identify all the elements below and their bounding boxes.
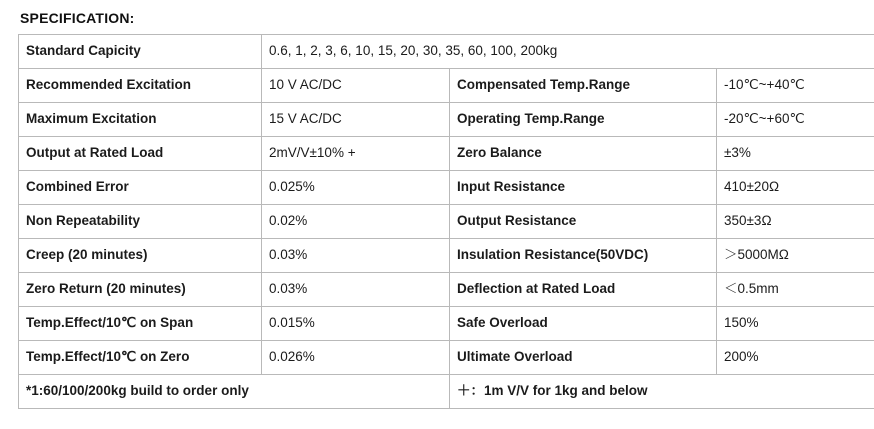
footer-note-left: *1:60/100/200kg build to order only bbox=[19, 375, 450, 409]
row-value-right: 200% bbox=[717, 341, 874, 375]
row-label-right: Output Resistance bbox=[450, 205, 717, 239]
table-row bbox=[19, 137, 874, 171]
row-label-left: Non Repeatability bbox=[19, 205, 262, 239]
row-label-left: Temp.Effect/10℃ on Span bbox=[19, 307, 262, 341]
row-label-left: Recommended Excitation bbox=[19, 69, 262, 103]
row-value-left: 0.015% bbox=[262, 307, 450, 341]
row-value-right: ＞5000MΩ bbox=[717, 239, 874, 273]
table-row bbox=[19, 69, 874, 103]
row-value-left: 10 V AC/DC bbox=[262, 69, 450, 103]
row-label-right: Operating Temp.Range bbox=[450, 103, 717, 137]
capacity-label: Standard Capicity bbox=[19, 35, 262, 69]
row-label-right: Input Resistance bbox=[450, 171, 717, 205]
footer-note-right: ＋：1m V/V for 1kg and below bbox=[450, 375, 874, 409]
row-label-left: Output at Rated Load bbox=[19, 137, 262, 171]
page-title: SPECIFICATION: bbox=[20, 10, 135, 26]
row-label-right: Deflection at Rated Load bbox=[450, 273, 717, 307]
row-value-right: 150% bbox=[717, 307, 874, 341]
row-value-right: 350±3Ω bbox=[717, 205, 874, 239]
row-value-left: 0.03% bbox=[262, 239, 450, 273]
specification-table bbox=[18, 34, 874, 409]
row-label-right: Ultimate Overload bbox=[450, 341, 717, 375]
row-value-right: ±3% bbox=[717, 137, 874, 171]
spec-table-wrapper bbox=[18, 34, 874, 409]
row-value-left: 0.026% bbox=[262, 341, 450, 375]
row-value-right: -10℃~+40℃ bbox=[717, 69, 874, 103]
row-label-left: Creep (20 minutes) bbox=[19, 239, 262, 273]
row-value-right: 410±20Ω bbox=[717, 171, 874, 205]
table-row bbox=[19, 239, 874, 273]
row-label-right: Compensated Temp.Range bbox=[450, 69, 717, 103]
row-value-left: 0.02% bbox=[262, 205, 450, 239]
row-value-right: ＜0.5mm bbox=[717, 273, 874, 307]
table-row bbox=[19, 341, 874, 375]
table-footer-row bbox=[19, 375, 874, 409]
row-value-left: 2mV/V±10% + bbox=[262, 137, 450, 171]
capacity-value: 0.6, 1, 2, 3, 6, 10, 15, 20, 30, 35, 60, 100, 200kg bbox=[262, 35, 874, 69]
table-row bbox=[19, 307, 874, 341]
row-value-left: 0.03% bbox=[262, 273, 450, 307]
table-row bbox=[19, 103, 874, 137]
row-label-left: Zero Return (20 minutes) bbox=[19, 273, 262, 307]
table-row bbox=[19, 171, 874, 205]
row-label-left: Combined Error bbox=[19, 171, 262, 205]
row-label-left: Temp.Effect/10℃ on Zero bbox=[19, 341, 262, 375]
table-row bbox=[19, 205, 874, 239]
row-label-left: Maximum Excitation bbox=[19, 103, 262, 137]
row-label-right: Zero Balance bbox=[450, 137, 717, 171]
row-value-left: 15 V AC/DC bbox=[262, 103, 450, 137]
row-label-right: Safe Overload bbox=[450, 307, 717, 341]
row-value-right: -20℃~+60℃ bbox=[717, 103, 874, 137]
table-row bbox=[19, 273, 874, 307]
table-row bbox=[19, 35, 874, 69]
row-label-right: Insulation Resistance(50VDC) bbox=[450, 239, 717, 273]
row-value-left: 0.025% bbox=[262, 171, 450, 205]
